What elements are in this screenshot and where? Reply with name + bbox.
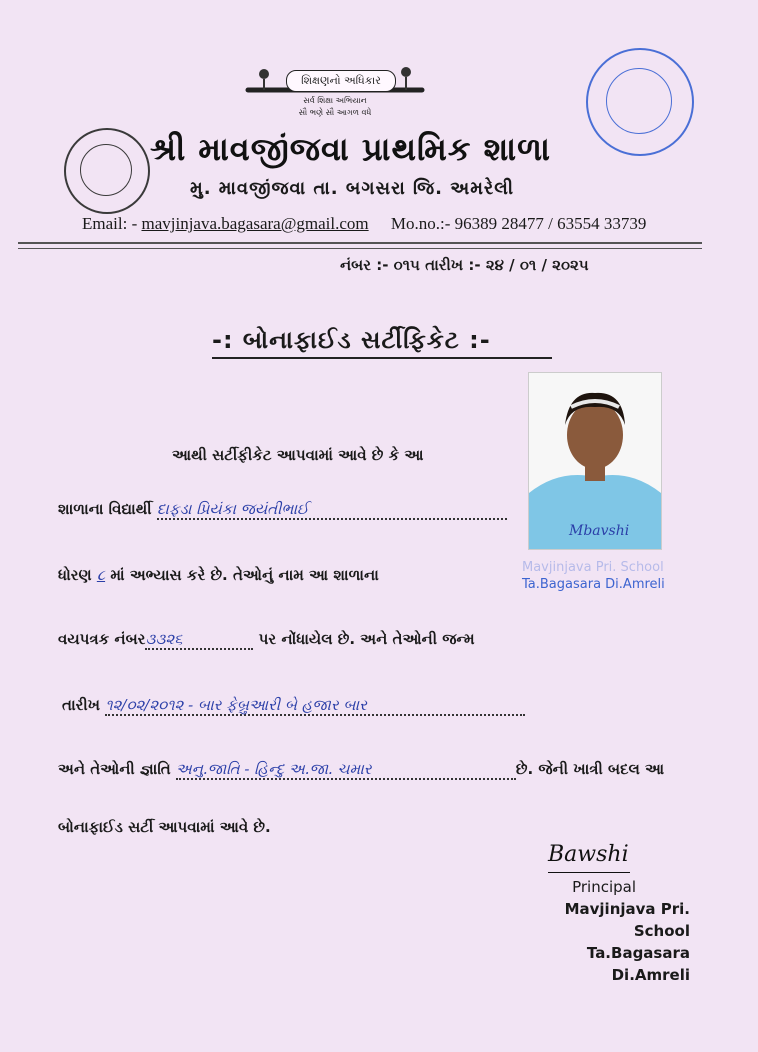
standard-suffix: માં અભ્યાસ કરે છે. તેઓનું નામ આ શાળાના (110, 566, 379, 584)
signatory-school: Mavjinjava Pri. School (564, 900, 690, 940)
dob-line (62, 696, 525, 716)
reference-date: ૨૪ / ૦૧ / ૨૦૨૫ (485, 256, 589, 274)
header-divider-thin (18, 248, 702, 249)
student-name: દાફડા પ્રિયંકા જયંતીભાઈ (156, 500, 309, 518)
caste-line (58, 760, 664, 780)
photo-signature: Mbavshi (569, 523, 630, 539)
school-address: મુ. માવજીંજવા તા. બગસરા જિ. અમરેલી (190, 178, 514, 199)
email-link[interactable]: mavjinjava.bagasara@gmail.com (141, 214, 369, 233)
date-label: તારીખ :- (425, 256, 481, 274)
logo-slogan: શિક્ષણનો અધિકાર (286, 70, 396, 92)
mobile-number: 96389 28477 / 63554 33739 (454, 214, 647, 233)
reference-line (340, 256, 589, 274)
principal-signature: Bawshi (548, 842, 629, 867)
school-seal-left (64, 128, 150, 214)
standard-line (58, 566, 379, 584)
standard-prefix: ધોરણ (58, 566, 92, 584)
dob-label: તારીખ (62, 696, 100, 714)
email-label: Email: - (82, 214, 138, 233)
contact-line (82, 214, 722, 234)
intro-line: આથી સર્ટીફીકેટ આપવામાં આવે છે કે આ (172, 446, 424, 464)
seal-inner-ring (606, 68, 672, 134)
caste-suffix: છે. જેની ખાત્રી બદલ આ (515, 760, 665, 778)
seal-inner-ring (80, 144, 132, 196)
photo-stamp-place: Ta.Bagasara Di.Amreli (522, 577, 665, 592)
logo-tagline-2: સૌ ભણે સૌ આગળ વધે (298, 108, 372, 117)
register-line (58, 630, 475, 650)
caste-label: અને તેઓની જ્ઞાતિ (58, 760, 171, 778)
header-divider (18, 242, 702, 244)
caste-field (176, 760, 516, 780)
title-underline (212, 357, 552, 359)
photo-stamp (522, 560, 682, 592)
signatory-place: Ta.Bagasara Di.Amreli (586, 944, 690, 984)
student-line (58, 500, 507, 520)
signature-block (512, 876, 690, 986)
mobile-label: Mo.no.:- (390, 214, 451, 233)
dob-field (105, 696, 525, 716)
student-name-field (157, 500, 507, 520)
caste-value: અનુ.જાતિ - હિન્દુ અ.જા. ચમાર (175, 760, 372, 778)
photo-stamp-school: Mavjinjava Pri. School (522, 560, 664, 575)
standard-value: ૮ (96, 566, 106, 584)
reference-number: ૦૧૫ (393, 256, 420, 274)
certificate-title: -: બોનાફાઈડ સર્ટીફિકેટ :- (212, 326, 491, 354)
number-label: નંબર :- (340, 256, 389, 274)
signature-underline (548, 872, 630, 873)
logo-tagline-1: સર્વ શિક્ષા અભિયાન (303, 96, 367, 105)
school-name: શ્રી માવજીંજવા પ્રાથમિક શાળા (150, 130, 551, 168)
sarva-shiksha-logo (240, 62, 430, 124)
register-number: ૩૩૨૬ (145, 630, 183, 648)
student-label: શાળાના વિદ્યાર્થી (58, 500, 152, 518)
register-label: વયપત્રક નંબર (58, 630, 146, 648)
register-suffix: પર નોંધાયેલ છે. અને તેઓની જન્મ (258, 630, 475, 648)
register-number-field (145, 630, 253, 650)
dob-value: ૧૨/૦૨/૨૦૧૨ - બાર ફેબ્રુઆરી બે હજાર બાર (105, 696, 367, 714)
student-photo (528, 372, 662, 550)
signatory-role: Principal (572, 878, 636, 896)
closing-line: બોનાફાઈડ સર્ટી આપવામાં આવે છે. (58, 818, 271, 836)
